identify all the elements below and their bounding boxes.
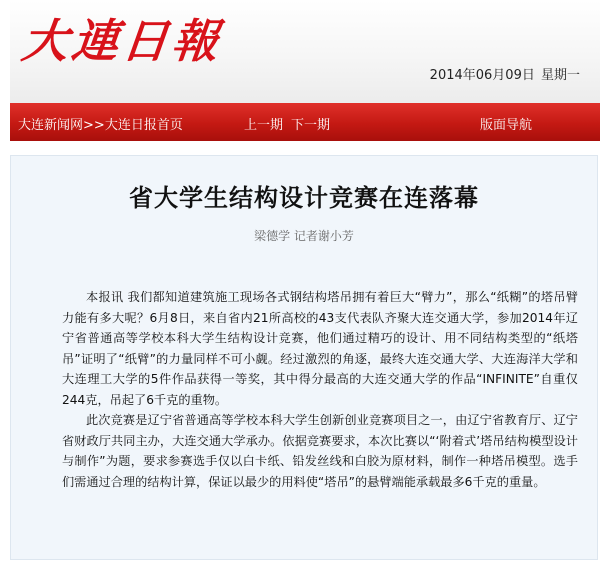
- breadcrumb-site-link[interactable]: 大连新闻网: [18, 118, 84, 133]
- masthead: [10, 0, 600, 103]
- breadcrumb: [18, 114, 183, 133]
- breadcrumb-separator: >>: [83, 118, 105, 133]
- article-container: [10, 155, 598, 560]
- newspaper-logo[interactable]: 大連日報: [19, 14, 225, 68]
- navigation-bar: [10, 103, 600, 141]
- breadcrumb-home-link[interactable]: 大连日报首页: [104, 118, 183, 133]
- layout-nav-link[interactable]: 版面导航: [480, 118, 533, 133]
- issue-date-text: 2014年06月09日: [429, 68, 535, 83]
- prev-issue-link[interactable]: 上一期: [244, 118, 284, 133]
- article-paragraph: 本报讯 我们都知道建筑施工现场各式钢结构塔吊拥有着巨大“臂力”，那么“纸糊”的塔吊臂力能有多大呢？6月8日，来自省内21所高校的43支代表队齐聚大连交通大学，参加2014年辽宁省普通高等学校本科大学生结构设计竞赛，他们通过精巧的设计、用不同结构类型的“纸塔吊”证明了“纸臂”的力量同样不可小觑。经过激烈的角逐，最终大连交通大学、大连海洋大学和大连理工大学的5件作品获得一等奖，其中得分最高的大连交通大学的作品“INFINITE”自重仅244克，吊起了6千克的重物。: [62, 290, 578, 407]
- article-byline: 梁德学 记者谢小芳: [254, 229, 354, 243]
- next-issue-link[interactable]: 下一期: [291, 118, 331, 133]
- article-title: 省大学生结构设计竞赛在连落幕: [129, 184, 479, 212]
- article-paragraph: 此次竞赛是辽宁省普通高等学校本科大学生创新创业竞赛项目之一，由辽宁省教育厅、辽宁省财政厅共同主办，大连交通大学承办。依据竞赛要求，本次比赛以“‘附着式’塔吊结构模型设计与制作”为题，要求参赛选手仅以白卡纸、铅发丝线和白胶为原材料，制作一种塔吊模型。选手们需通过合理的结构计算，保证以最少的用料使“塔吊”的悬臂端能承载最多6千克的重量。: [62, 413, 578, 489]
- issue-date: [428, 64, 580, 83]
- issue-weekday: 星期一: [540, 68, 580, 83]
- article-body: [62, 287, 578, 492]
